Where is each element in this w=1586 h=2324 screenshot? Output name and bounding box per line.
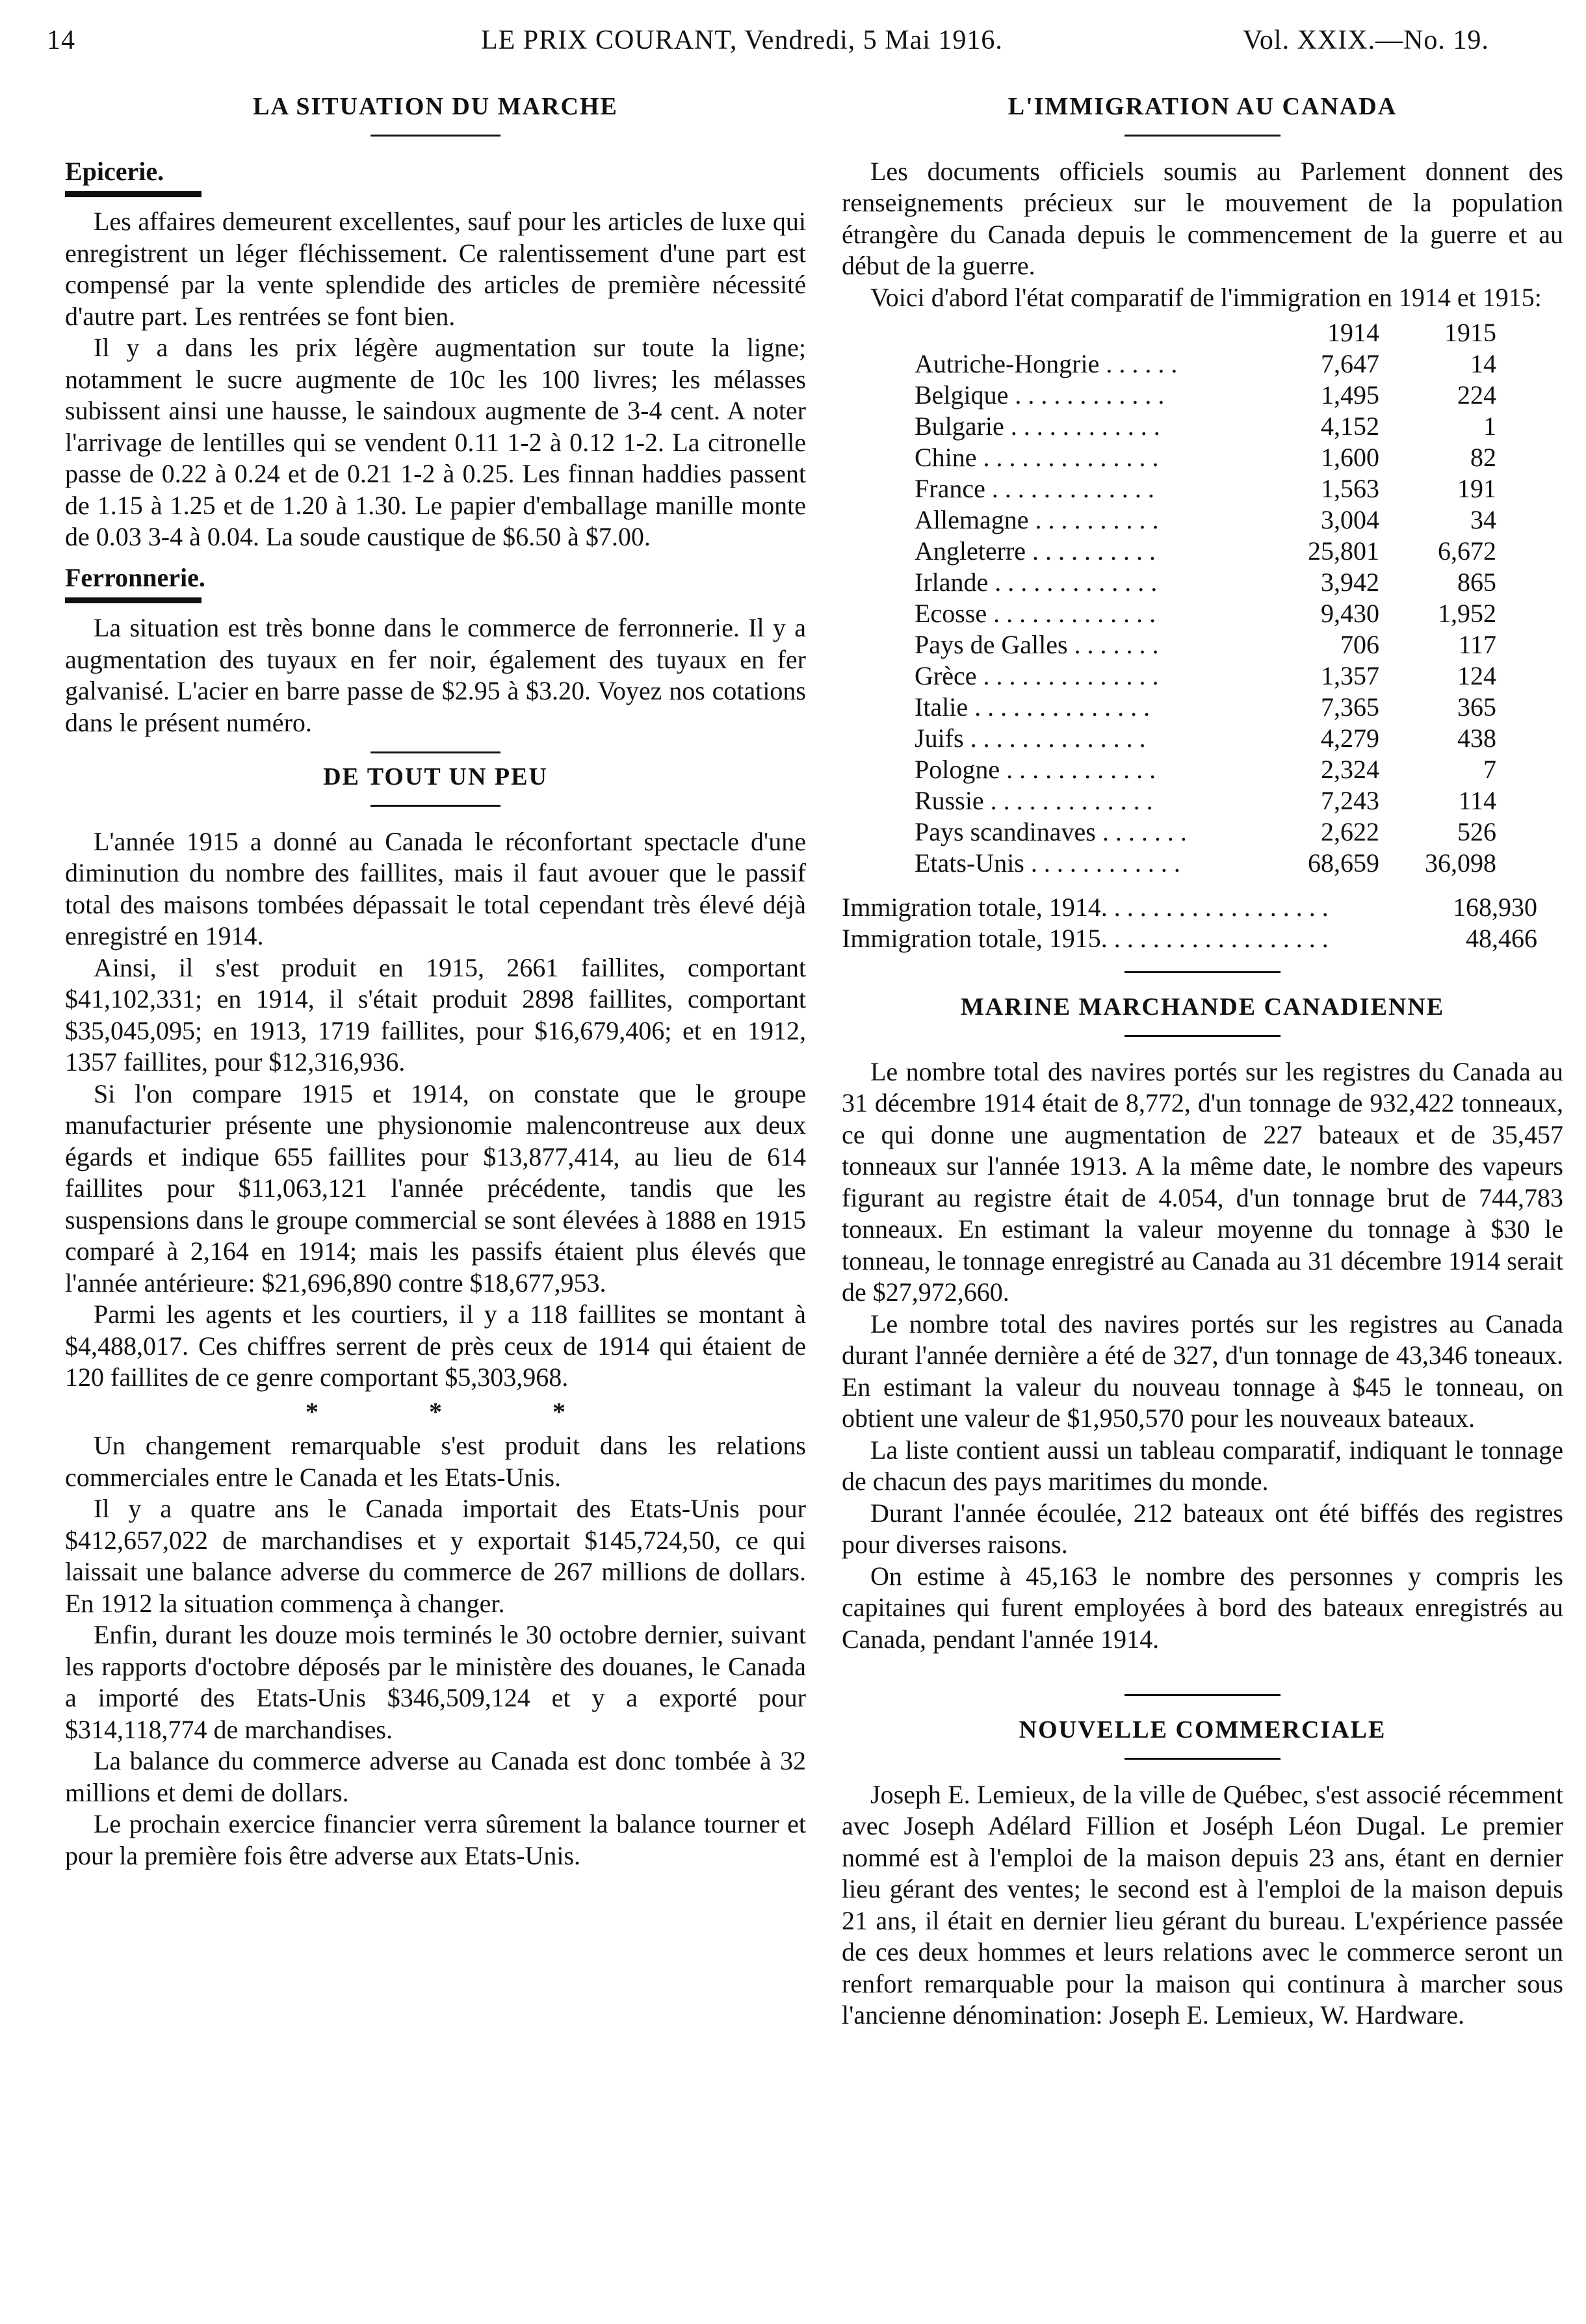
immigration-paragraph: Voici d'abord l'état comparatif de l'immigration en 1914 et 1915: bbox=[870, 282, 1542, 312]
marine-paragraph: Le nombre total des navires portés sur les registres au Canada durant l'année dernière a été de 327, d'un tonnage de 43,346 toneaux. En estimant la valeur du nouveau tonnage à $45 le tonneau, on obtient une valeur de $1,950,570 pour les nouveaux bateaux. bbox=[842, 1309, 1563, 1433]
count-cell: 36,098 bbox=[1425, 848, 1496, 878]
table-row bbox=[915, 692, 1496, 723]
count-cell: 1 bbox=[1483, 411, 1496, 441]
article-paragraph: L'année 1915 a donné au Canada le réconfortant spectacle d'une diminution du nombre des faillites, mais il faut avouer que le passif total des maisons tombées dépassait le total cependant très élevé déjà enregistré en 1914. bbox=[65, 826, 806, 950]
country-cell: Pays scandinaves . . . . . . . bbox=[915, 817, 1187, 846]
table-row bbox=[915, 567, 1496, 598]
ferronnerie-title: Ferronnerie. bbox=[65, 562, 205, 592]
country-cell: Autriche-Hongrie . . . . . . bbox=[915, 349, 1178, 378]
epicerie-paragraph: Les affaires demeurent excellentes, sauf pour les articles de luxe qui enregistrent un léger fléchissement. Ce ralentissement d'une part est compensé par la vente splendide des articles de première nécessité d'autre part. Les rentrées se font bien. bbox=[65, 207, 806, 331]
right-column bbox=[842, 91, 1563, 2031]
page-number: 14 bbox=[47, 25, 75, 55]
count-cell: 2,324 bbox=[1321, 755, 1379, 784]
nouvelle-paragraph: Joseph E. Lemieux, de la ville de Québec, s'est associé récemment avec Joseph Adélard Fillion et Joséph Léon Dugal. Le premier nommé est à l'emploi de la maison depuis 23 ans, étant en dernier lieu gérant des ventes; le second est à l'emploi de la maison depuis 21 ans, il était en dernier lieu gérant du bureau. L'expérience passée de ces deux hommes et leurs relations avec le commerce seront un renfort remarquable pour la maison qui continura à marcher sous l'ancienne dénomination: Joseph E. Lemieux, W. Hardware. bbox=[842, 1779, 1563, 2030]
article-paragraph: Si l'on compare 1915 et 1914, on constate que le groupe manufacturier présente une physionomie malencontreuse aux deux égards et indique 655 faillites pour $13,877,414, au lieu de 614 faillites pour $11,063,121 l'année précédente, tandis que les suspensions dans le groupe commercial se sont élevées à 1888 en 1915 comparé à 2,164 en 1914; mais les passifs étaient plus élevés que l'année antérieure: $21,696,890 contre $18,677,953. bbox=[65, 1078, 806, 1298]
volume-number: Vol. XXIX.—No. 19. bbox=[1243, 25, 1489, 55]
count-cell: 3,004 bbox=[1321, 505, 1379, 534]
country-cell: Bulgarie . . . . . . . . . . . . bbox=[915, 411, 1160, 441]
table-row bbox=[915, 442, 1496, 473]
count-cell: 117 bbox=[1458, 630, 1496, 659]
article-paragraph: Parmi les agents et les courtiers, il y a 118 faillites se montant à $4,488,017. Ces chiffres serrent de près ceux de 1914 qui étaient de 120 faillites de ce genre comportant $5,303,968. bbox=[65, 1299, 806, 1392]
count-cell: 526 bbox=[1457, 817, 1496, 846]
table-row bbox=[915, 723, 1496, 754]
article-paragraph: Un changement remarquable s'est produit dans les relations commerciales entre le Canada et les Etats-Unis. bbox=[65, 1431, 806, 1492]
total-label: Immigration totale, 1914. . . . . . . . . . . . . . . . . . bbox=[842, 893, 1329, 922]
country-cell: Pays de Galles . . . . . . . bbox=[915, 630, 1159, 659]
separator-stars: * * * bbox=[306, 1396, 618, 1426]
page-header bbox=[0, 25, 1586, 70]
country-cell: Chine . . . . . . . . . . . . . . bbox=[915, 443, 1159, 472]
total-value: 48,466 bbox=[1466, 924, 1537, 953]
article-paragraph: La balance du commerce adverse au Canada est donc tombée à 32 millions et demi de dollars. bbox=[65, 1746, 806, 1807]
toutunpeu-heading: DE TOUT UN PEU bbox=[323, 763, 548, 790]
table-row bbox=[915, 629, 1496, 660]
section-rule bbox=[1124, 1694, 1280, 1696]
heading-rule bbox=[1124, 1758, 1280, 1760]
table-row bbox=[915, 754, 1496, 785]
count-cell: 1,495 bbox=[1321, 380, 1379, 410]
country-cell: France . . . . . . . . . . . . . bbox=[915, 474, 1154, 503]
count-cell: 4,279 bbox=[1321, 724, 1379, 753]
count-cell: 1,563 bbox=[1321, 474, 1379, 503]
count-cell: 438 bbox=[1457, 724, 1496, 753]
immigration-table bbox=[915, 317, 1496, 879]
country-cell: Russie . . . . . . . . . . . . . bbox=[915, 786, 1153, 815]
article-paragraph: Le prochain exercice financier verra sûrement la balance tourner et pour la première fois être adverse aux Etats-Unis. bbox=[65, 1809, 806, 1870]
marine-paragraph: Le nombre total des navires portés sur les registres du Canada au 31 décembre 1914 était de 8,772, d'un tonnage de 932,422 tonneaux, ce qui donne une augmentation de 227 bateaux et de 35,457 tonneaux sur l'année 1913. A la même date, le nombre des vapeurs figurant au registre était de 4.054, d'un tonnage brut de 744,783 tonneaux. En estimant la valeur moyenne du tonnage à $30 le tonneau, le tonnage enregistré au Canada au 31 décembre 1914 serait de $27,972,660. bbox=[842, 1056, 1563, 1307]
epicerie-title: Epicerie. bbox=[65, 156, 164, 186]
country-cell: Italie . . . . . . . . . . . . . . bbox=[915, 692, 1150, 722]
count-cell: 68,659 bbox=[1308, 848, 1379, 878]
count-cell: 2,622 bbox=[1321, 817, 1379, 846]
table-row bbox=[915, 473, 1496, 504]
table-row bbox=[915, 380, 1496, 411]
count-cell: 706 bbox=[1340, 630, 1379, 659]
subhead-rule bbox=[65, 597, 202, 603]
count-cell: 365 bbox=[1457, 692, 1496, 722]
count-cell: 14 bbox=[1470, 349, 1496, 378]
heading-rule bbox=[370, 135, 500, 137]
ferronnerie-paragraph: La situation est très bonne dans le commerce de ferronnerie. Il y a augmentation des tuyaux en fer noir, également des tuyaux en fer galvanisé. L'acier en barre passe de $2.95 à $3.20. Voyez nos cotations dans le présent numéro. bbox=[65, 613, 806, 737]
country-cell: Ecosse . . . . . . . . . . . . . bbox=[915, 599, 1156, 628]
count-cell: 9,430 bbox=[1321, 599, 1379, 628]
count-cell: 25,801 bbox=[1308, 536, 1379, 566]
country-cell: Etats-Unis . . . . . . . . . . . . bbox=[915, 848, 1180, 878]
count-cell: 114 bbox=[1458, 786, 1496, 815]
section-rule bbox=[370, 751, 500, 753]
count-cell: 34 bbox=[1470, 505, 1496, 534]
article-paragraph: Enfin, durant les douze mois terminés le 30 octobre dernier, suivant les rapports d'octobre déposés par le ministère des douanes, le Canada a importé des Etats-Unis $346,509,124 et y a exporté pour $314,118,774 de marchandises. bbox=[65, 1620, 806, 1744]
total-value: 168,930 bbox=[1453, 893, 1537, 922]
total-row-1914 bbox=[842, 892, 1563, 923]
count-cell: 1,357 bbox=[1321, 661, 1379, 690]
table-row bbox=[915, 848, 1496, 879]
marine-paragraph: On estime à 45,163 le nombre des personnes y compris les capitaines qui furent employées à bord des bateaux enregistrés au Canada, pendant l'année 1914. bbox=[842, 1561, 1563, 1654]
heading-rule bbox=[1124, 1035, 1280, 1037]
count-cell: 82 bbox=[1470, 443, 1496, 472]
table-row bbox=[915, 504, 1496, 536]
table-row bbox=[915, 411, 1496, 442]
heading-rule bbox=[1124, 135, 1280, 137]
country-cell: Belgique . . . . . . . . . . . . bbox=[915, 380, 1165, 410]
article-paragraph: Il y a quatre ans le Canada importait des Etats-Unis pour $412,657,022 de marchandises et y exportait $145,724,50, ce qui laissait une balance adverse du commerce de 267 millions de dollars. En 1912 la situation commença à changer. bbox=[65, 1494, 806, 1618]
publication-title: LE PRIX COURANT, Vendredi, 5 Mai 1916. bbox=[481, 25, 1003, 55]
table-header-row bbox=[915, 317, 1496, 348]
subhead-rule bbox=[65, 191, 202, 197]
count-cell: 865 bbox=[1457, 568, 1496, 597]
table-row bbox=[915, 348, 1496, 380]
table-header-cell bbox=[915, 317, 1266, 348]
left-column bbox=[65, 91, 806, 1872]
table-header-cell: 1915 bbox=[1444, 318, 1496, 347]
count-cell: 6,672 bbox=[1438, 536, 1496, 566]
count-cell: 3,942 bbox=[1321, 568, 1379, 597]
country-cell: Angleterre . . . . . . . . . . bbox=[915, 536, 1156, 566]
count-cell: 1,952 bbox=[1438, 599, 1496, 628]
count-cell: 124 bbox=[1457, 661, 1496, 690]
table-row bbox=[915, 816, 1496, 848]
count-cell: 191 bbox=[1457, 474, 1496, 503]
table-header-cell: 1914 bbox=[1327, 318, 1379, 347]
marine-heading: MARINE MARCHANDE CANADIENNE bbox=[960, 993, 1445, 1021]
marine-paragraph: La liste contient aussi un tableau comparatif, indiquant le tonnage de chacun des pays maritimes du monde. bbox=[842, 1435, 1563, 1496]
epicerie-paragraph: Il y a dans les prix légère augmentation sur toute la ligne; notamment le sucre augmente de 10c les 100 livres; les mélasses subissent ainsi une hausse, le saindoux augmente de 3-4 cent. A noter l'arrivage de lentilles qui se vendent 0.11 1-2 à 0.12 1-2. La citronelle passe de 0.22 à 0.24 et de 0.21 1-2 à 0.25. Les finnan haddies passent de 1.15 à 1.25 et de 1.20 à 1.30. Le papier d'emballage manille monte de 0.03 3-4 à 0.04. La soude caustique de $6.50 à $7.00. bbox=[65, 333, 806, 551]
country-cell: Juifs . . . . . . . . . . . . . . bbox=[915, 724, 1146, 753]
article-paragraph: Ainsi, il s'est produit en 1915, 2661 faillites, comportant $41,102,331; en 1914, il s'était produit 2898 faillites, comportant $35,045,095; en 1913, 1719 faillites, pour $16,679,406; et en 1912, 1357 faillites, pour $12,316,936. bbox=[65, 952, 806, 1077]
count-cell: 7,647 bbox=[1321, 349, 1379, 378]
table-row bbox=[915, 536, 1496, 567]
count-cell: 224 bbox=[1457, 380, 1496, 410]
country-cell: Irlande . . . . . . . . . . . . . bbox=[915, 568, 1158, 597]
situation-heading: LA SITUATION DU MARCHE bbox=[253, 93, 618, 120]
immigration-paragraph: Les documents officiels soumis au Parlement donnent des renseignements précieux sur le mouvement de la population étrangère du Canada depuis le commencement de la guerre et au début de la guerre. bbox=[842, 156, 1563, 280]
table-row bbox=[915, 660, 1496, 692]
table-row bbox=[915, 785, 1496, 816]
table-row bbox=[915, 598, 1496, 629]
immigration-heading: L'IMMIGRATION AU CANADA bbox=[1008, 93, 1398, 120]
country-cell: Pologne . . . . . . . . . . . . bbox=[915, 755, 1156, 784]
count-cell: 1,600 bbox=[1321, 443, 1379, 472]
count-cell: 4,152 bbox=[1321, 411, 1379, 441]
nouvelle-heading: NOUVELLE COMMERCIALE bbox=[1019, 1716, 1386, 1743]
heading-rule bbox=[370, 805, 500, 807]
total-label: Immigration totale, 1915. . . . . . . . . . . . . . . . . . bbox=[842, 924, 1329, 953]
count-cell: 7,365 bbox=[1321, 692, 1379, 722]
country-cell: Allemagne . . . . . . . . . . bbox=[915, 505, 1159, 534]
section-rule bbox=[1124, 971, 1280, 973]
count-cell: 7,243 bbox=[1321, 786, 1379, 815]
marine-paragraph: Durant l'année écoulée, 212 bateaux ont été biffés des registres pour diverses raisons. bbox=[842, 1498, 1563, 1559]
total-row-1915 bbox=[842, 923, 1563, 954]
country-cell: Grèce . . . . . . . . . . . . . . bbox=[915, 661, 1159, 690]
count-cell: 7 bbox=[1483, 755, 1496, 784]
immigration-totals bbox=[842, 892, 1563, 954]
